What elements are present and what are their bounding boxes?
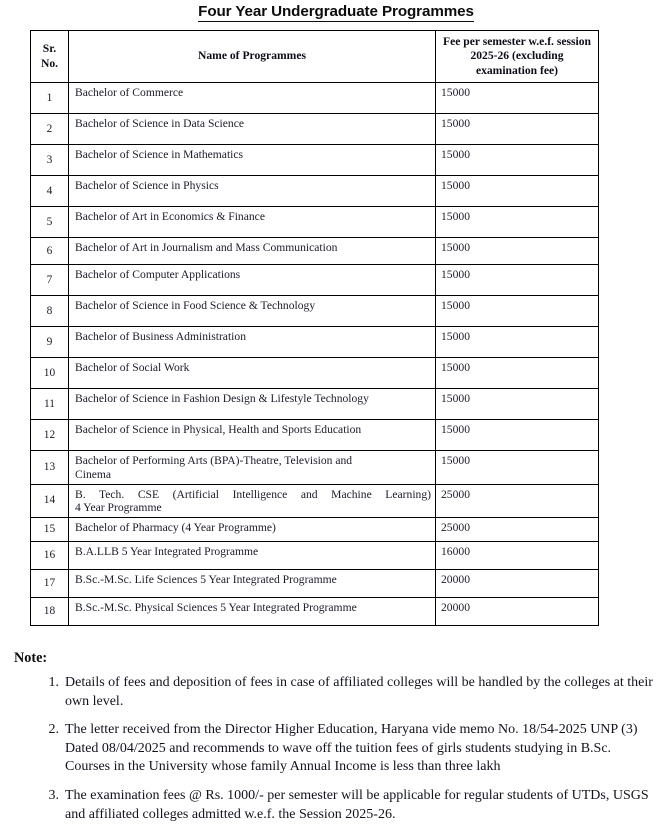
cell-programme-name-line2: Cinema (75, 468, 112, 482)
table-row (31, 207, 599, 238)
table-row (31, 484, 599, 517)
cell-fee: 15000 (436, 296, 599, 327)
table-header-row (31, 31, 599, 83)
cell-sr-no: 11 (31, 389, 69, 420)
cell-programme-name: Bachelor of Science in Food Science & Technology (69, 296, 436, 327)
cell-programme-name: Bachelor of Science in Mathematics (69, 145, 436, 176)
table-row (31, 542, 599, 570)
cell-sr-no: 14 (31, 484, 69, 517)
cell-sr-no: 15 (31, 518, 69, 542)
table-row (31, 327, 599, 358)
cell-sr-no: 13 (31, 451, 69, 484)
cell-fee: 15000 (436, 327, 599, 358)
column-header-name: Name of Programmes (69, 31, 436, 83)
cell-programme-name-line1: B. Tech. CSE (Artificial Intelligence and Machine Learning) (75, 487, 431, 501)
cell-fee: 15000 (436, 420, 599, 451)
cell-programme-name: Bachelor of Art in Economics & Finance (69, 207, 436, 238)
cell-fee: 25000 (436, 484, 599, 517)
table-row (31, 114, 599, 145)
page-title (0, 3, 672, 20)
cell-sr-no: 3 (31, 145, 69, 176)
cell-programme-name-line1: Bachelor of Performing Arts (BPA)-Theatre, Television and (75, 454, 353, 468)
cell-fee: 25000 (436, 518, 599, 542)
cell-fee: 15000 (436, 358, 599, 389)
note-number: 3. (48, 788, 59, 804)
table-row (31, 518, 599, 542)
cell-fee: 15000 (436, 207, 599, 238)
cell-programme-name (69, 484, 436, 517)
table-header (31, 31, 599, 83)
cell-programme-name: Bachelor of Commerce (69, 83, 436, 114)
cell-sr-no: 8 (31, 296, 69, 327)
column-header-sr-no (31, 31, 69, 83)
cell-programme-name: Bachelor of Pharmacy (4 Year Programme) (69, 518, 436, 542)
cell-sr-no: 1 (31, 83, 69, 114)
cell-sr-no: 16 (31, 542, 69, 570)
table-row (31, 265, 599, 296)
cell-fee: 15000 (436, 389, 599, 420)
cell-fee: 15000 (436, 451, 599, 484)
cell-programme-name: Bachelor of Social Work (69, 358, 436, 389)
cell-sr-no: 5 (31, 207, 69, 238)
cell-sr-no: 12 (31, 420, 69, 451)
cell-sr-no: 18 (31, 598, 69, 626)
cell-fee: 16000 (436, 542, 599, 570)
table-row (31, 296, 599, 327)
cell-fee: 20000 (436, 598, 599, 626)
table-row (31, 420, 599, 451)
fee-structure-table (30, 30, 599, 626)
cell-fee: 15000 (436, 238, 599, 265)
table-row (31, 358, 599, 389)
table-row (31, 598, 599, 626)
note-number: 1. (48, 675, 59, 691)
cell-fee: 15000 (436, 145, 599, 176)
notes-heading: Note: (14, 650, 48, 666)
cell-sr-no: 10 (31, 358, 69, 389)
table-row (31, 83, 599, 114)
cell-fee: 15000 (436, 114, 599, 145)
cell-sr-no: 4 (31, 176, 69, 207)
table-row (31, 451, 599, 484)
cell-programme-name: Bachelor of Science in Physics (69, 176, 436, 207)
column-header-sr-no-line1: Sr. (42, 42, 57, 56)
table-row (31, 176, 599, 207)
note-number: 2. (48, 722, 59, 738)
cell-programme-name: Bachelor of Business Administration (69, 327, 436, 358)
cell-fee: 20000 (436, 570, 599, 598)
note-text: Details of fees and deposition of fees in case of affiliated colleges will be handled by the colleges at their own level. (65, 675, 653, 709)
cell-programme-name: B.A.LLB 5 Year Integrated Programme (69, 542, 436, 570)
cell-sr-no: 2 (31, 114, 69, 145)
cell-sr-no: 7 (31, 265, 69, 296)
note-text: The letter received from the Director Higher Education, Haryana vide memo No. 18/54-2025 UNP (3) Dated 08/04/2025 and recommends to wave off the tuition fees of girls students studying in B.Sc. Courses in the University whose family Annual Income is less than three lakh (65, 722, 638, 775)
cell-fee: 15000 (436, 176, 599, 207)
table-row (31, 238, 599, 265)
cell-programme-name: Bachelor of Science in Data Science (69, 114, 436, 145)
cell-programme-name: Bachelor of Art in Journalism and Mass Communication (69, 238, 436, 265)
note-item (14, 674, 658, 711)
note-text: The examination fees @ Rs. 1000/- per semester will be applicable for regular students of UTDs, USGS and affiliated colleges admitted w.e.f. the Session 2025-26. (65, 788, 649, 822)
column-header-sr-no-line2: No. (40, 56, 59, 70)
cell-sr-no: 9 (31, 327, 69, 358)
table-row (31, 145, 599, 176)
cell-fee: 15000 (436, 83, 599, 114)
table-body (31, 83, 599, 626)
column-header-fee: Fee per semester w.e.f. session 2025-26 (excluding examination fee) (436, 31, 599, 83)
cell-programme-name: B.Sc.-M.Sc. Life Sciences 5 Year Integrated Programme (69, 570, 436, 598)
page-title-text: Four Year Undergraduate Programmes (198, 3, 474, 20)
cell-programme-name (69, 451, 436, 484)
table-row (31, 570, 599, 598)
cell-programme-name: Bachelor of Science in Physical, Health and Sports Education (69, 420, 436, 451)
cell-programme-name-line2: 4 Year Programme (75, 501, 162, 515)
cell-sr-no: 6 (31, 238, 69, 265)
notes-list (14, 674, 658, 824)
cell-sr-no: 17 (31, 570, 69, 598)
cell-fee: 15000 (436, 265, 599, 296)
cell-programme-name: B.Sc.-M.Sc. Physical Sciences 5 Year Integrated Programme (69, 598, 436, 626)
notes-section (14, 650, 658, 834)
table-row (31, 389, 599, 420)
cell-programme-name: Bachelor of Science in Fashion Design & Lifestyle Technology (69, 389, 436, 420)
note-item (14, 721, 658, 777)
cell-programme-name: Bachelor of Computer Applications (69, 265, 436, 296)
